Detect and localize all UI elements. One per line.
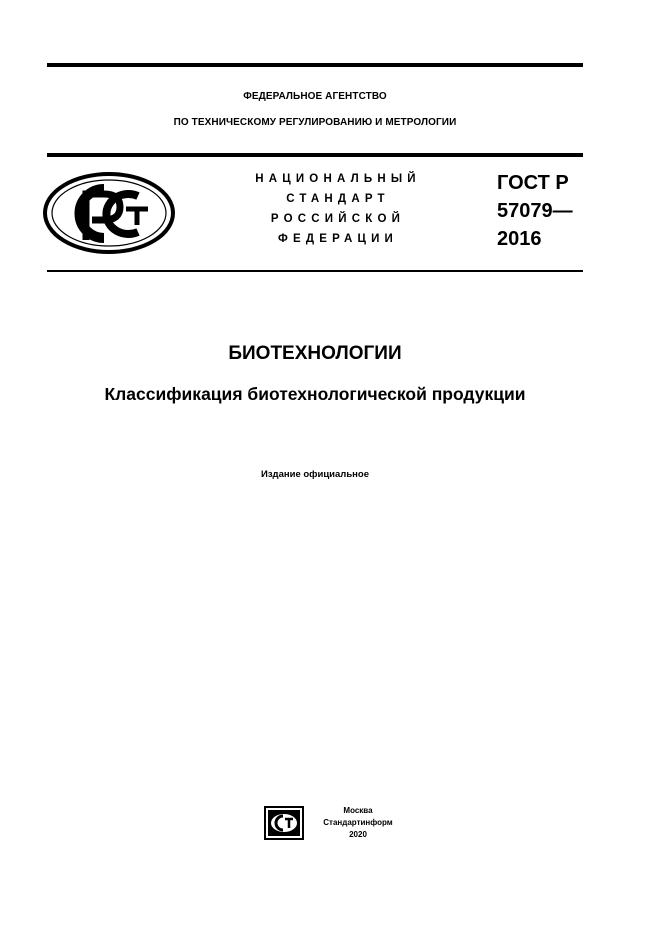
gost-designation-line1: ГОСТ Р <box>497 172 569 194</box>
publisher-year: 2020 <box>349 830 367 839</box>
rst-gost-emblem-icon <box>42 170 176 256</box>
document-subtitle: Классификация биотехнологической продукции <box>104 384 526 404</box>
header-rule <box>47 153 583 157</box>
block-bottom-rule <box>47 270 583 272</box>
standartinform-logo-icon <box>264 806 304 840</box>
publisher-city: Москва <box>343 806 373 815</box>
national-standard-line4: ФЕДЕРАЦИИ <box>277 233 399 245</box>
top-rule <box>47 63 583 67</box>
national-standard-line1: НАЦИОНАЛЬНЫЙ <box>255 173 421 185</box>
national-standard-line3: РОССИЙСКОЙ <box>270 213 406 225</box>
document-title: БИОТЕХНОЛОГИИ <box>228 343 402 364</box>
gost-designation-line2: 57079— <box>497 200 573 222</box>
national-standard-line2: СТАНДАРТ <box>286 193 390 205</box>
publisher-name: Стандартинформ <box>323 818 393 827</box>
agency-name-line2: ПО ТЕХНИЧЕСКОМУ РЕГУЛИРОВАНИЮ И МЕТРОЛОГИИ <box>173 117 457 128</box>
agency-name-line1: ФЕДЕРАЛЬНОЕ АГЕНТСТВО <box>243 91 387 102</box>
edition-note: Издание официальное <box>261 469 369 480</box>
gost-designation-line3: 2016 <box>497 228 542 250</box>
